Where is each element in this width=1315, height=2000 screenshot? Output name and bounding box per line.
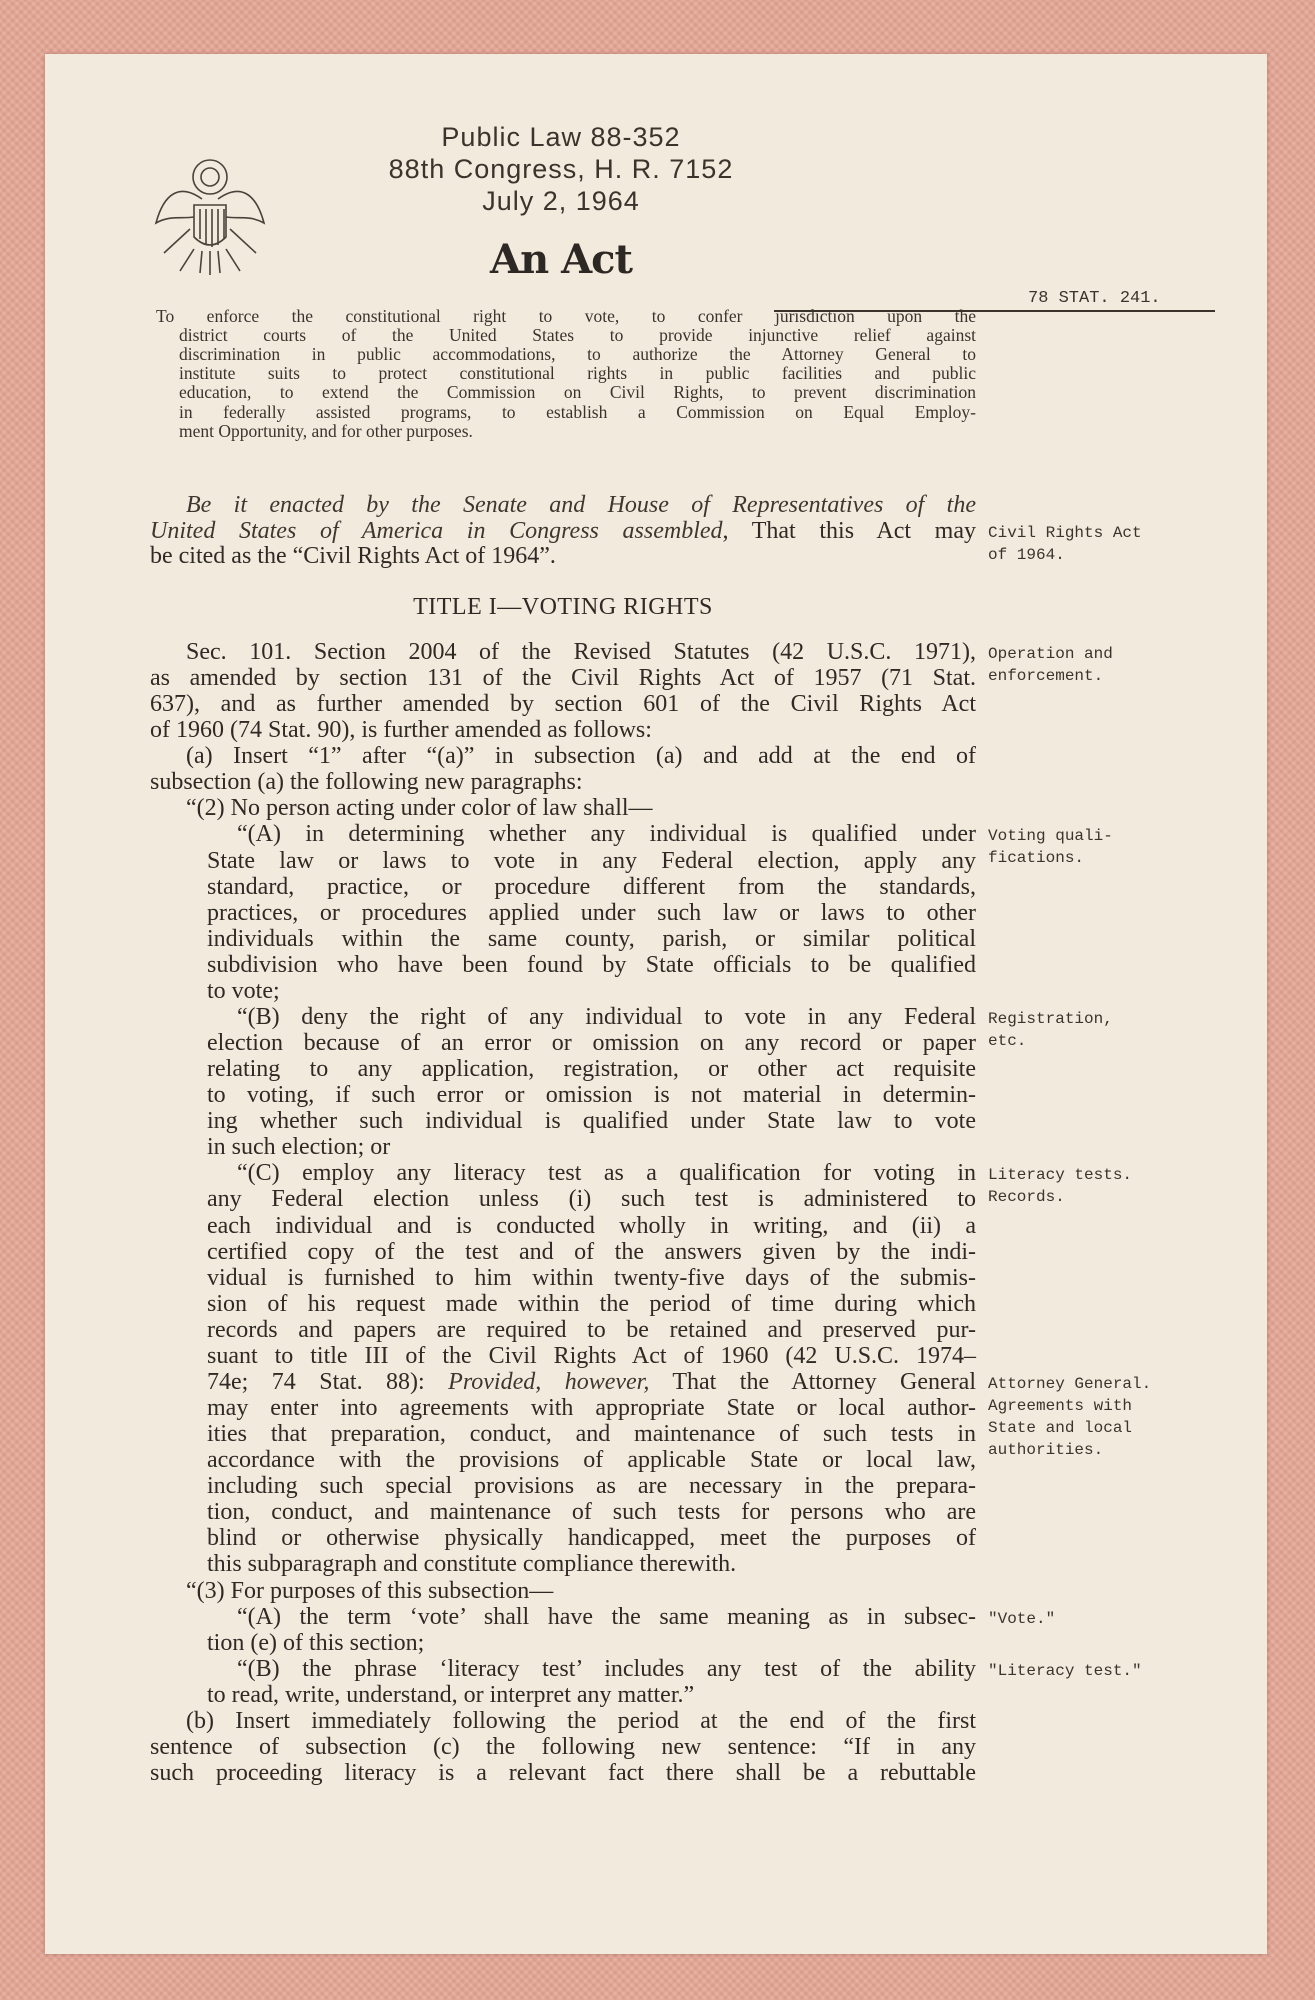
margin-note <box>988 825 1113 869</box>
body-line: “(2) No person acting under color of law shall— <box>186 795 653 822</box>
margin-note <box>988 1608 1055 1630</box>
body-line: certified copy of the test and of the answers given by the indi- <box>207 1238 976 1265</box>
enactment-date: July 2, 1964 <box>482 186 640 216</box>
body-line: (a) Insert “1” after “(a)” in subsection (a) and add at the end of <box>186 743 976 770</box>
body-line: to read, write, understand, or interpret any matter.” <box>207 1681 695 1708</box>
body-line: subdivision who have been found by State officials to be qualified <box>207 951 976 978</box>
body-line: to vote; <box>207 977 280 1004</box>
margin-note-line: Registration, <box>988 1009 1113 1028</box>
body-line: blind or otherwise physically handicapped, meet the purposes of <box>207 1525 976 1552</box>
body-line: “(A) the term ‘vote’ shall have the same meaning as in subsec- <box>237 1603 976 1630</box>
body-line: of 1960 (74 Stat. 90), is further amended as follows: <box>150 717 652 744</box>
statute-citation: 78 STAT. 241. <box>1028 289 1161 308</box>
margin-note-line: "Vote." <box>988 1609 1056 1628</box>
body-line: ing whether such individual is qualified under State law to vote <box>207 1108 976 1135</box>
body-line: ities that preparation, conduct, and maintenance of such tests in <box>207 1421 976 1448</box>
body-line: as amended by section 131 of the Civil Rights Act of 1957 (71 Stat. <box>150 665 976 692</box>
body-line: individuals within the same county, parish, or similar political <box>207 925 976 952</box>
body-line: vidual is furnished to him within twenty-five days of the submis- <box>207 1264 976 1291</box>
body-line: to voting, if such error or omission is not material in determin- <box>207 1082 976 1109</box>
body-line: Sec. 101. Section 2004 of the Revised Statutes (42 U.S.C. 1971), <box>186 639 976 665</box>
margin-note-line: fications. <box>988 849 1085 868</box>
body-line: suant to title III of the Civil Rights Act of 1960 (42 U.S.C. 1974– <box>207 1342 976 1369</box>
margin-note-line: authorities. <box>988 1440 1104 1459</box>
margin-note-line: enforcement. <box>988 667 1104 685</box>
body-line: tion, conduct, and maintenance of such tests for persons who are <box>207 1499 976 1526</box>
purpose-line: discrimination in public accommodations, to authorize the Attorney General to <box>179 344 976 365</box>
margin-note <box>988 1660 1142 1682</box>
body-line: (b) Insert immediately following the period at the end of the first <box>186 1707 976 1734</box>
purpose-line: To enforce the constitutional right to vote, to confer jurisdiction upon the <box>156 306 976 326</box>
act-heading: An Act <box>490 236 632 283</box>
body-line: “(B) deny the right of any individual to vote in any Federal <box>237 1003 976 1030</box>
margin-note-line: "Literacy test." <box>988 1661 1142 1680</box>
body-line: this subparagraph and constitute compliance therewith. <box>207 1551 737 1578</box>
enacting-line: United States of America in Congress assembled, That this Act may <box>150 517 976 544</box>
purpose-line: institute suits to protect constitutional rights in public facilities and public <box>179 363 976 384</box>
margin-note <box>988 1008 1113 1052</box>
enacting-line: Be it enacted by the Senate and House of Representatives of the <box>186 492 976 518</box>
margin-note-line: Voting quali- <box>988 827 1113 846</box>
body-line: standard, practice, or procedure different from the standards, <box>207 873 976 900</box>
body-line: practices, or procedures applied under such law or laws to other <box>207 899 976 926</box>
body-line: sion of his request made within the period of time during which <box>207 1290 976 1317</box>
body-line: State law or laws to vote in any Federal election, apply any <box>207 847 976 874</box>
body-line: accordance with the provisions of applicable State or local law, <box>207 1447 976 1474</box>
margin-note-line: etc. <box>988 1031 1027 1050</box>
congress-bill: 88th Congress, H. R. 7152 <box>388 154 734 184</box>
body-line: election because of an error or omission on any record or paper <box>207 1030 976 1057</box>
margin-note-line: Records. <box>988 1188 1065 1207</box>
body-line: “(B) the phrase ‘literacy test’ includes any test of the ability <box>237 1655 976 1682</box>
body-line: such proceeding literacy is a relevant fact there shall be a rebuttable <box>150 1760 976 1786</box>
body-line: subsection (a) the following new paragraphs: <box>150 769 583 796</box>
body-line: “(A) in determining whether any individual is qualified under <box>237 821 976 848</box>
margin-note <box>988 1373 1151 1461</box>
margin-note <box>988 643 1113 687</box>
margin-note-line: Agreements with <box>988 1396 1133 1415</box>
body-line: “(3) For purposes of this subsection— <box>186 1577 554 1604</box>
body-line: relating to any application, registration, or other act requisite <box>207 1056 976 1083</box>
body-line: each individual and is conducted wholly in writing, and (ii) a <box>207 1212 976 1239</box>
purpose-line: in federally assisted programs, to establish a Commission on Equal Employ- <box>179 401 976 422</box>
purpose-line: ment Opportunity, and for other purposes. <box>179 420 473 441</box>
margin-note-line: Attorney General. <box>988 1374 1152 1393</box>
enacting-line: be cited as the “Civil Rights Act of 1964”. <box>150 543 556 569</box>
margin-note <box>988 1164 1132 1208</box>
public-law-number: Public Law 88-352 <box>441 122 681 152</box>
body-line: sentence of subsection (c) the following new sentence: “If in any <box>150 1733 976 1760</box>
margin-note-line: Literacy tests. <box>988 1166 1133 1185</box>
body-line: tion (e) of this section; <box>207 1629 425 1656</box>
body-line: including such special provisions as are necessary in the prepara- <box>207 1473 976 1500</box>
body-line: may enter into agreements with appropriate State or local author- <box>207 1395 976 1422</box>
body-line: “(C) employ any literacy test as a qualification for voting in <box>237 1160 976 1187</box>
margin-note-line: of 1964. <box>988 546 1065 564</box>
title-heading: TITLE I—VOTING RIGHTS <box>413 594 713 620</box>
margin-note-line: Operation and <box>988 645 1113 663</box>
margin-note-line: State and local <box>988 1418 1133 1437</box>
purpose-line: district courts of the United States to provide injunctive relief against <box>179 325 976 346</box>
margin-note-line: Civil Rights Act <box>988 524 1142 542</box>
body-line: records and papers are required to be retained and preserved pur- <box>207 1316 976 1343</box>
body-line: 637), and as further amended by section 601 of the Civil Rights Act <box>150 691 976 718</box>
body-line: any Federal election unless (i) such test is administered to <box>207 1186 976 1213</box>
great-seal-eagle-icon <box>150 153 270 275</box>
purpose-line: education, to extend the Commission on Civil Rights, to prevent discrimination <box>179 382 976 403</box>
margin-note <box>988 522 1142 566</box>
body-line: in such election; or <box>207 1134 391 1161</box>
body-line: 74e; 74 Stat. 88): Provided, however, That the Attorney General <box>207 1368 976 1395</box>
